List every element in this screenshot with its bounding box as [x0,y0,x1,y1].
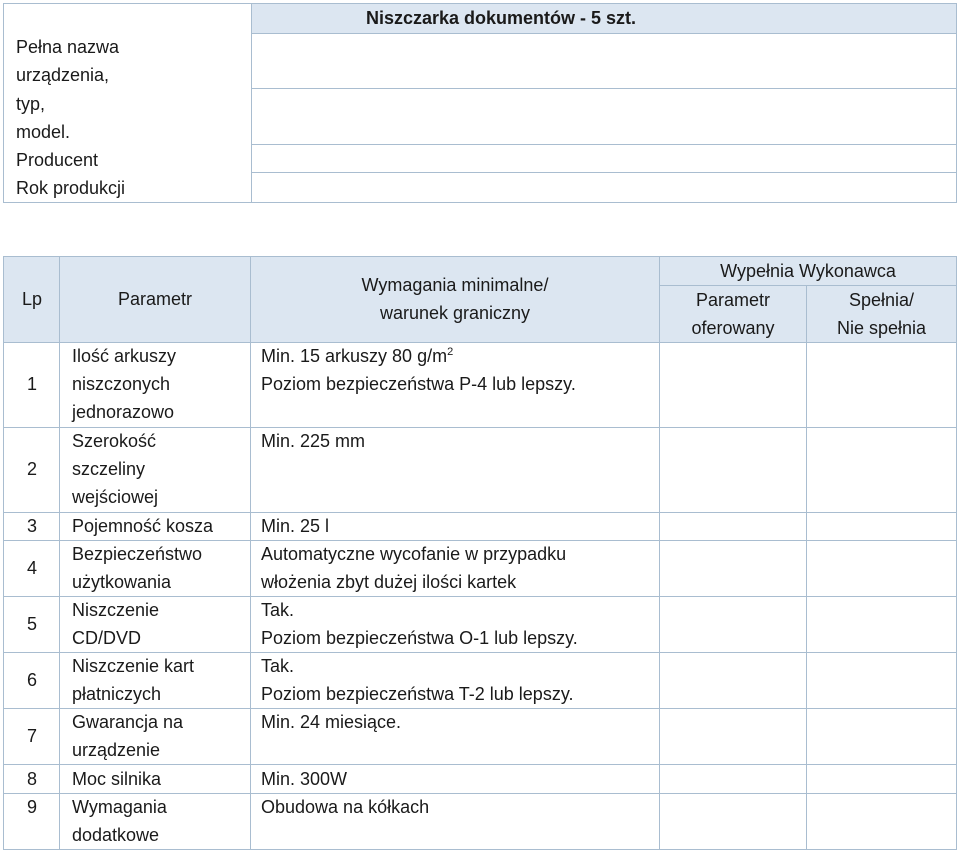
row-param: Niszczenie kart płatniczych [72,656,195,704]
header-wymagania: Wymagania minimalne/ warunek graniczny [361,275,549,323]
row-requirement: Min. 25 l [261,516,330,536]
table-row [4,793,956,849]
row-requirement: Min. 225 mm [261,431,366,451]
table-row [4,652,956,708]
table-row [4,512,956,540]
row-requirement-sup: 2 [447,346,454,358]
table-row [4,540,956,596]
row-requirement: Tak. Poziom bezpieczeństwa T-2 lub lepszy. [261,656,574,704]
header-parametr-oferowany: Parametr oferowany [691,290,775,338]
table-row [4,765,956,793]
row-lp: 4 [26,558,37,578]
row-lp: 9 [26,797,37,817]
row-requirement: Min. 24 miesiące. [261,712,402,732]
table-row [4,427,956,512]
info-label: Pełna nazwa urządzenia, typ, model. Producent Rok produkcji [16,37,126,199]
row-param: Bezpieczeństwo użytkowania [72,544,203,592]
row-lp: 7 [26,726,37,746]
row-requirement-line1: Min. 15 arkuszy 80 g/m [261,346,448,366]
table-row [4,342,956,427]
row-lp: 2 [26,459,37,479]
header-spelnia: Spełnia/ Nie spełnia [836,290,927,338]
row-requirement [261,342,661,398]
row-lp: 6 [26,670,37,690]
row-requirement: Obudowa na kółkach [261,797,430,817]
row-param: Gwarancja na urządzenie [72,712,184,760]
row-requirement: Automatyczne wycofanie w przypadku włożenia zbyt dużej ilości kartek [261,544,567,592]
row-lp: 8 [26,769,37,789]
table-row [4,708,956,764]
row-param: Pojemność kosza [72,516,214,536]
row-requirement: Tak. Poziom bezpieczeństwa O-1 lub lepszy. [261,600,578,648]
row-requirement: Min. 300W [261,769,348,789]
row-lp: 3 [26,516,37,536]
header-parametr: Parametr [117,289,193,309]
row-param: Niszczenie CD/DVD [72,600,160,648]
row-lp: 1 [26,374,37,394]
row-param: Wymagania dodatkowe [72,797,167,845]
row-param: Moc silnika [72,769,162,789]
header-lp: Lp [21,289,43,309]
info-title: Niszczarka dokumentów - 5 szt. [365,8,637,28]
row-param: Szerokość szczeliny wejściowej [72,431,159,507]
row-param: Ilość arkuszy niszczonych jednorazowo [72,346,177,422]
table-row [4,596,956,652]
row-requirement-line2: Poziom bezpieczeństwa P-4 lub lepszy. [261,374,576,394]
header-wykonawca: Wypełnia Wykonawca [720,261,896,281]
row-lp: 5 [26,614,37,634]
